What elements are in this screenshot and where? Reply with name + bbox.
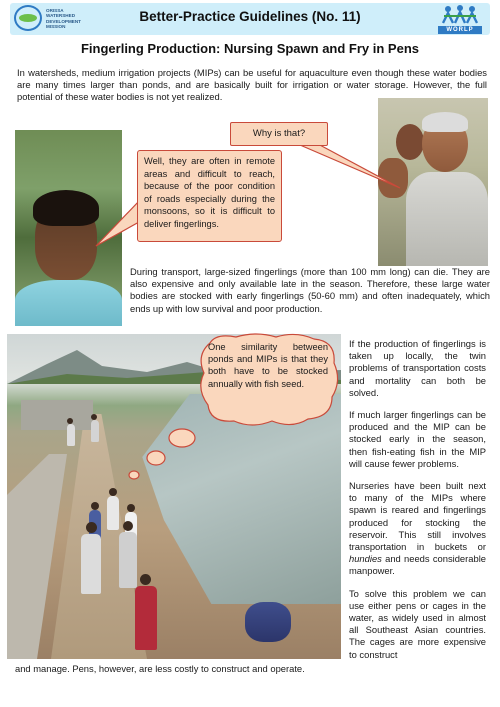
answer-text: Well, they are often in remote areas and difficult to reach, because of the poor condition of roads especially during the monsoons, so it is difficult to deliver fingerlings. (144, 156, 275, 229)
paragraph-nurseries (349, 480, 486, 578)
document-title: Fingerling Production: Nursing Spawn and Fry in Pens (80, 41, 420, 56)
photo-young-man (15, 130, 122, 326)
worlp-logo-text: WORLP (438, 26, 482, 34)
logo-text-line: DEVELOPMENT (46, 18, 81, 24)
closing-line: and manage. Pens, however, are less costly to construct and operate. (15, 663, 305, 674)
answer-speech-bubble (137, 150, 282, 242)
right-column (349, 338, 486, 671)
transport-paragraph: During transport, large-sized fingerlings (more than 100 mm long) can die. They are also expensive and only available late in the season. Therefore, these large water bodies are stocked with early fingerlings (50-60 mm) and often inadequately, which ends up with low survival and poor production. (130, 266, 490, 314)
guideline-series-title: Better-Practice Guidelines (No. 11) (139, 9, 361, 24)
worlp-logo-icon (438, 5, 482, 34)
paragraph-larger-fingerlings: If much larger fingerlings can be produced and the MIP can be stocked early in the season, then fish-eating fish in the MIP will cause fewer problems. (349, 409, 486, 469)
paragraph-pens-cages: To solve this problem we can use either pens or cages in the water, as widely used in almost all Southeast Asian countries. The cages are more expensive to construct (349, 587, 486, 660)
thought-bubble-text: One similarity between ponds and MIPs is that they both have to be stocked annually with fish seed. (208, 342, 328, 389)
nurseries-text-end: and needs considerable manpower. (349, 553, 486, 577)
photo-officials (378, 98, 488, 266)
logo-text-line: ORISSA (46, 8, 64, 13)
orissa-watershed-logo-icon (14, 3, 110, 35)
intro-paragraph: In watersheds, medium irrigation projects (MIPs) can be useful for aquaculture even though these water bodies are many times larger than ponds, and are basically built for irrigation or water storage. However, the full potential of these water bodies is not yet realized. (17, 67, 487, 103)
logo-text-line: WATERSHED (46, 13, 76, 19)
thought-bubble-trail-icon (120, 424, 200, 504)
question-speech-bubble: Why is that? (230, 122, 328, 146)
nurseries-text: Nurseries have been built next to many of the MIPs where spawn is reared and fingerlings produced for stocking the reservoir. This still involves transportation in buckets or (349, 480, 486, 553)
hundies-term: hundies (349, 553, 382, 565)
paragraph-local-production: If the production of fingerlings is taken up locally, the twin problems of transportation costs and mortality can both be solved. (349, 338, 486, 398)
logo-text-line: MISSION (46, 24, 66, 30)
